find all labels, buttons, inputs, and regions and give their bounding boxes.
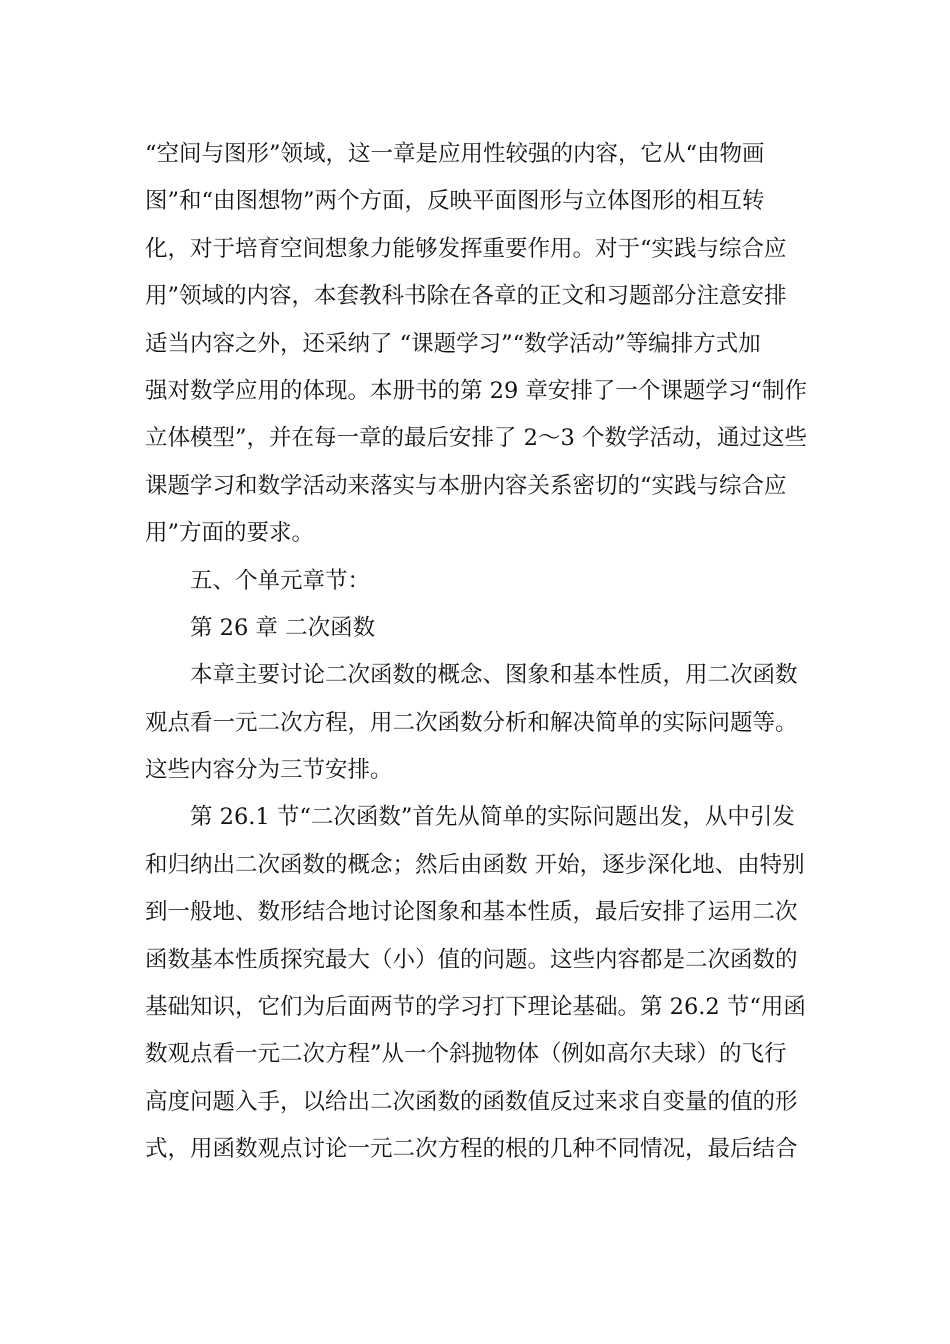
text-line: 数观点看一元二次方程”从一个斜抛物体（例如高尔夫球）的飞行: [145, 1041, 787, 1068]
text-line: 用”方面的要求。: [145, 520, 315, 547]
text-line: 式，用函数观点讨论一元二次方程的根的几种不同情况，最后结合: [145, 1136, 798, 1163]
text-line: 图”和“由图想物”两个方面，反映平面图形与立体图形的相互转: [145, 188, 765, 215]
text-line: 观点看一元二次方程，用二次函数分析和解决简单的实际问题等。: [145, 709, 798, 736]
text-line: 基础知识，它们为后面两节的学习打下理论基础。第 26.2 节“用函: [145, 994, 806, 1021]
text-line: 立体模型”，并在每一章的最后安排了 2～3 个数学活动，通过这些: [145, 425, 807, 452]
text-line: 到一般地、数形结合地讨论图象和基本性质，最后安排了运用二次: [145, 899, 798, 926]
text-line: 强对数学应用的体现。本册书的第 29 章安排了一个课题学习“制作: [145, 377, 807, 404]
text-line: 函数基本性质探究最大（小）值的问题。这些内容都是二次函数的: [145, 946, 798, 973]
text-line: 本章主要讨论二次函数的概念、图象和基本性质，用二次函数: [190, 662, 798, 689]
text-line: 用”领域的内容，本套教科书除在各章的正文和习题部分注意安排: [145, 283, 787, 310]
text-line: 第 26.1 节“二次函数”首先从简单的实际问题出发，从中引发: [190, 804, 795, 831]
text-line: 这些内容分为三节安排。: [145, 757, 393, 784]
text-line: 适当内容之外，还采纳了 “课题学习”“数学活动”等编排方式加: [145, 330, 761, 357]
text-line: 课题学习和数学活动来落实与本册内容关系密切的“实践与综合应: [145, 472, 787, 499]
text-line: 和归纳出二次函数的概念；然后由函数 开始，逐步深化地、由特别: [145, 851, 805, 878]
text-line: 高度问题入手，以给出二次函数的函数值反过来求自变量的值的形: [145, 1088, 798, 1115]
section-heading: 五、个单元章节：: [190, 567, 371, 594]
chapter-heading: 第 26 章 二次函数: [190, 614, 376, 641]
body-text: [145, 131, 815, 1174]
text-line: 化，对于培育空间想象力能够发挥重要作用。对于“实践与综合应: [145, 235, 787, 262]
text-line: “空间与图形”领域，这一章是应用性较强的内容，它从“由物画: [145, 141, 765, 167]
